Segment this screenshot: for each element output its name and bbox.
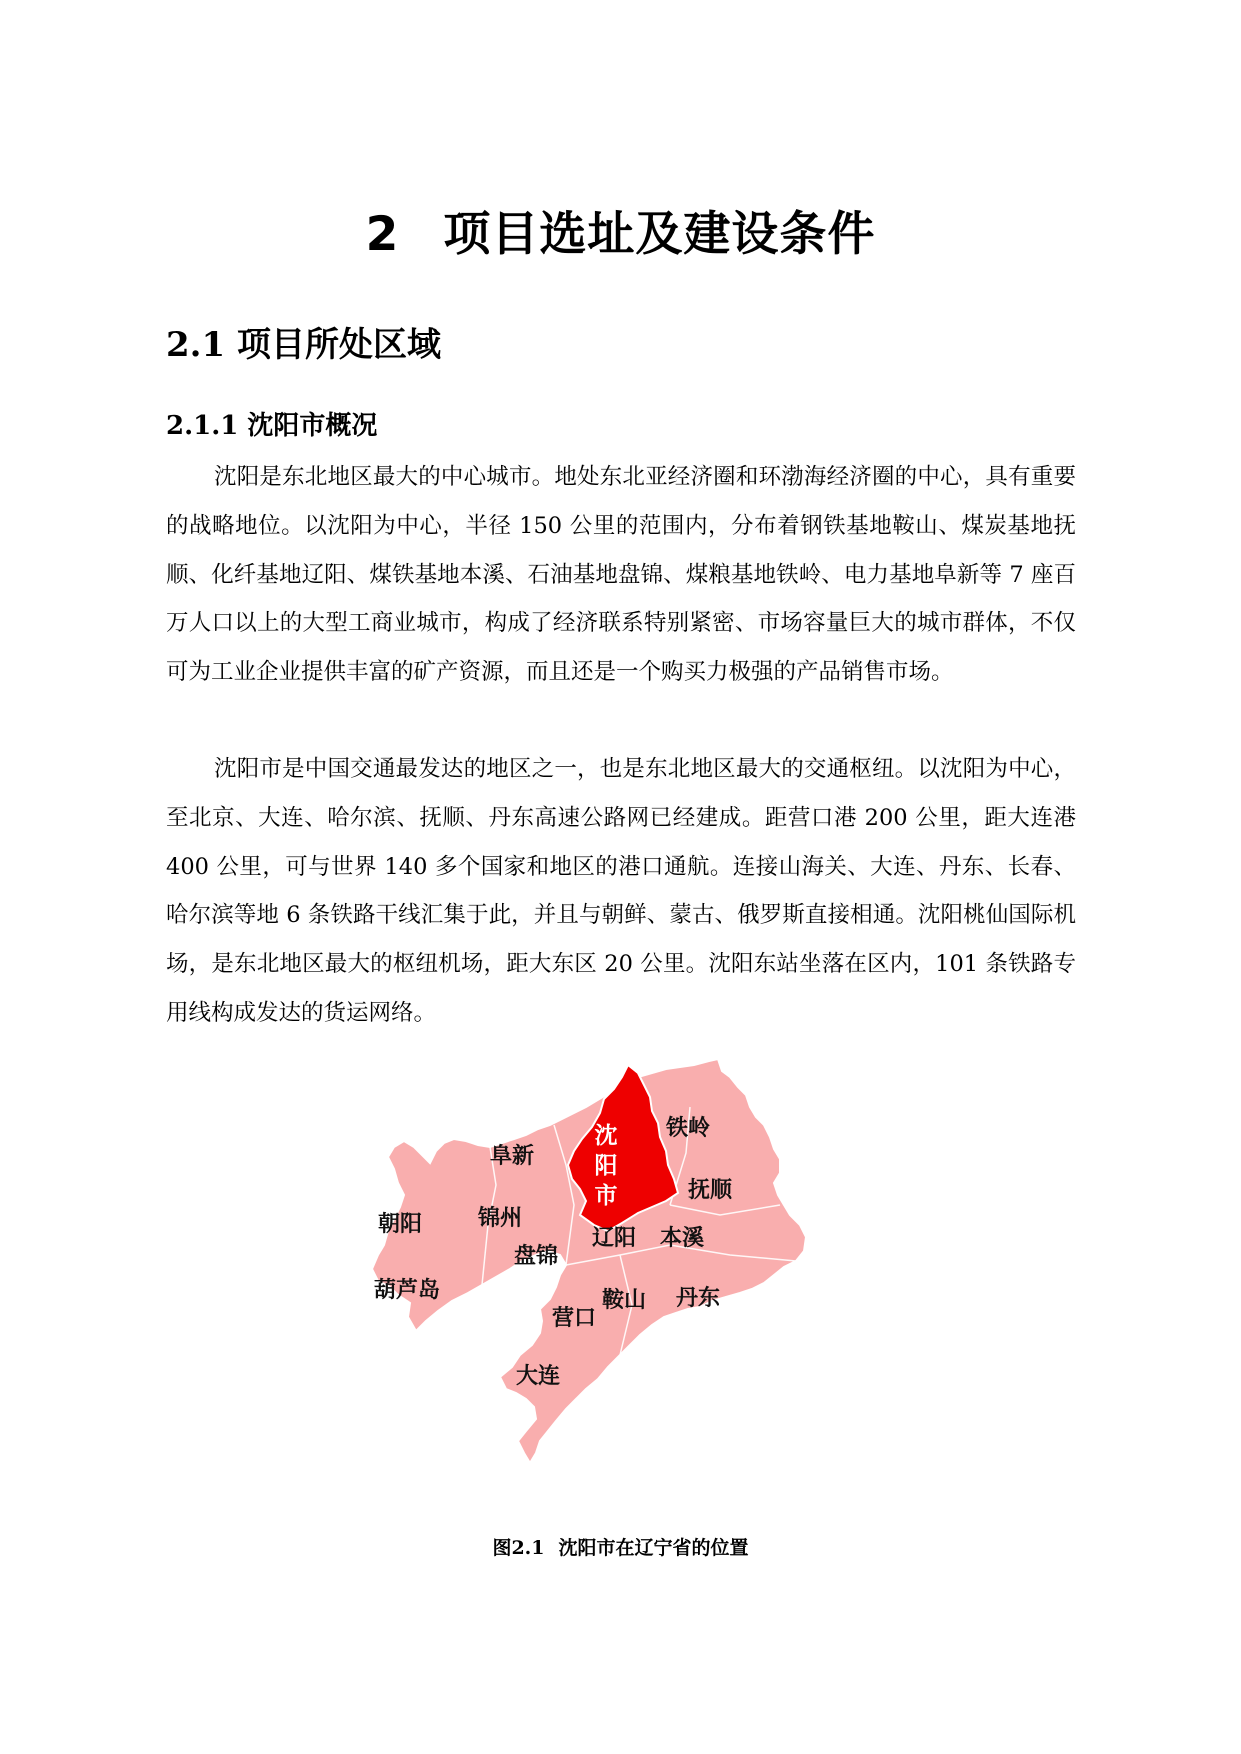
- city-label-benxi: 本溪: [660, 1226, 705, 1251]
- city-label-liaoyang: 辽阳: [592, 1226, 637, 1251]
- subsection-title: 2.1.1 沈阳市概况: [166, 411, 378, 441]
- city-label-tieling: 铁岭: [666, 1116, 711, 1141]
- city-label-dandong: 丹东: [676, 1286, 721, 1311]
- city-label-fuxin: 阜新: [490, 1144, 535, 1169]
- city-label-chaoyang: 朝阳: [378, 1212, 423, 1237]
- chapter-number: 2: [365, 207, 400, 262]
- city-label-fushun: 抚顺: [688, 1178, 733, 1203]
- city-label-huludao: 葫芦岛: [374, 1278, 441, 1303]
- figure-number: 图2.1: [492, 1537, 545, 1559]
- city-label-panjin: 盘锦: [514, 1244, 559, 1269]
- paragraph-shenyang-overview: 沈阳是东北地区最大的中心城市。地处东北亚经济圈和环渤海经济圈的中心，具有重要的战略地位。以沈阳为中心，半径 150 公里的范围内，分布着钢铁基地鞍山、煤炭基地抚顺、化纤基地辽阳、煤铁基地本溪、石油基地盘锦、煤粮基地铁岭、电力基地阜新等 7 座百万人口以上的大型工商业城市，构成了经济联系特别紧密、市场容量巨大的城市群体，不仅可为工业企业提供丰富的矿产资源，而且还是一个购买力极强的产品销售市场。: [166, 464, 1076, 686]
- city-label-jinzhou: 锦州: [478, 1206, 523, 1231]
- shenyang-label-char-1: 沈: [594, 1123, 618, 1149]
- city-label-yingkou: 营口: [552, 1306, 597, 1331]
- chapter-heading: 项目选址及建设条件: [443, 207, 876, 262]
- city-label-anshan: 鞍山: [602, 1288, 647, 1313]
- city-label-dalian: 大连: [516, 1364, 561, 1389]
- shenyang-label-char-3: 市: [594, 1183, 618, 1209]
- chapter-title: [0, 205, 1241, 265]
- shenyang-label: [595, 1123, 618, 1209]
- figure-caption: [0, 1535, 1241, 1561]
- shenyang-label-char-2: 阳: [594, 1153, 618, 1179]
- section-title: 2.1 项目所处区域: [166, 325, 441, 365]
- figure-caption-text: 沈阳市在辽宁省的位置: [558, 1537, 749, 1559]
- liaoning-province-map: [370, 1055, 870, 1515]
- paragraph-shenyang-transport: 沈阳市是中国交通最发达的地区之一，也是东北地区最大的交通枢纽。以沈阳为中心，至北京、大连、哈尔滨、抚顺、丹东高速公路网已经建成。距营口港 200 公里，距大连港 400 公里，可与世界 140 多个国家和地区的港口通航。连接山海关、大连、丹东、长春、哈尔滨等地 6 条铁路干线汇集于此，并且与朝鲜、蒙古、俄罗斯直接相通。沈阳桃仙国际机场，是东北地区最大的枢纽机场，距大东区 20 公里。沈阳东站坐落在区内，101 条铁路专用线构成发达的货运网络。: [166, 756, 1076, 1026]
